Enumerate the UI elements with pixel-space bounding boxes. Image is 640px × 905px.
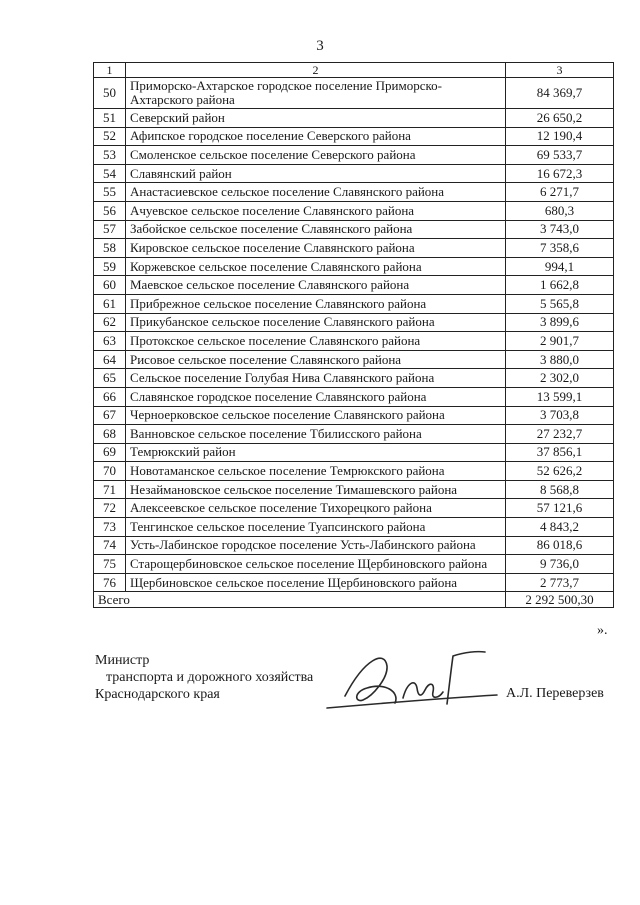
row-number: 61	[94, 294, 126, 313]
row-number: 51	[94, 109, 126, 128]
row-value: 52 626,2	[506, 462, 614, 481]
table-row	[94, 518, 614, 537]
row-number: 60	[94, 276, 126, 295]
table-row	[94, 109, 614, 128]
row-name: Щербиновское сельское поселение Щербиновского района	[126, 573, 506, 592]
row-name: Славянское городское поселение Славянского района	[126, 387, 506, 406]
total-value: 2 292 500,30	[506, 592, 614, 608]
row-value: 8 568,8	[506, 480, 614, 499]
row-number: 56	[94, 201, 126, 220]
table-row	[94, 183, 614, 202]
total-row	[94, 592, 614, 608]
signatory-title	[95, 652, 313, 703]
header-col-2: 2	[126, 63, 506, 78]
row-number: 67	[94, 406, 126, 425]
row-number: 71	[94, 480, 126, 499]
table-row	[94, 406, 614, 425]
row-value: 5 565,8	[506, 294, 614, 313]
row-name: Черноерковское сельское поселение Славянского района	[126, 406, 506, 425]
row-name: Приморско-Ахтарское городское поселение Приморско-Ахтарского района	[126, 78, 506, 109]
table-row	[94, 239, 614, 258]
page-number: 3	[316, 38, 324, 54]
row-value: 84 369,7	[506, 78, 614, 109]
row-number: 73	[94, 518, 126, 537]
row-number: 70	[94, 462, 126, 481]
row-number: 64	[94, 350, 126, 369]
row-number: 65	[94, 369, 126, 388]
table-row	[94, 276, 614, 295]
row-number: 75	[94, 555, 126, 574]
table-header-row	[94, 63, 614, 78]
row-value: 57 121,6	[506, 499, 614, 518]
row-name: Протокское сельское поселение Славянского района	[126, 332, 506, 351]
table-row	[94, 369, 614, 388]
row-name: Коржевское сельское поселение Славянского района	[126, 257, 506, 276]
row-name: Усть-Лабинское городское поселение Усть-Лабинского района	[126, 536, 506, 555]
row-value: 16 672,3	[506, 164, 614, 183]
row-value: 994,1	[506, 257, 614, 276]
table-row	[94, 201, 614, 220]
row-number: 52	[94, 127, 126, 146]
row-number: 68	[94, 425, 126, 444]
row-value: 9 736,0	[506, 555, 614, 574]
row-name: Старощербиновское сельское поселение Щербиновского района	[126, 555, 506, 574]
row-number: 59	[94, 257, 126, 276]
row-number: 66	[94, 387, 126, 406]
row-value: 3 743,0	[506, 220, 614, 239]
row-value: 6 271,7	[506, 183, 614, 202]
row-name: Анастасиевское сельское поселение Славянского района	[126, 183, 506, 202]
row-name: Незаймановское сельское поселение Тимашевского района	[126, 480, 506, 499]
table-row	[94, 350, 614, 369]
row-number: 62	[94, 313, 126, 332]
row-name: Забойское сельское поселение Славянского района	[126, 220, 506, 239]
table-row	[94, 257, 614, 276]
row-value: 3 703,8	[506, 406, 614, 425]
table-row	[94, 462, 614, 481]
row-number: 54	[94, 164, 126, 183]
table-row	[94, 443, 614, 462]
allocation-table	[93, 62, 614, 608]
table-row	[94, 480, 614, 499]
row-name: Тенгинское сельское поселение Туапсинского района	[126, 518, 506, 537]
row-number: 76	[94, 573, 126, 592]
row-value: 3 899,6	[506, 313, 614, 332]
row-value: 2 901,7	[506, 332, 614, 351]
row-number: 50	[94, 78, 126, 109]
header-col-1: 1	[94, 63, 126, 78]
signatory-name: А.Л. Переверзев	[506, 686, 604, 701]
row-value: 680,3	[506, 201, 614, 220]
table-row	[94, 164, 614, 183]
closing-quote: ».	[597, 623, 608, 638]
row-value: 7 358,6	[506, 239, 614, 258]
row-name: Ачуевское сельское поселение Славянского района	[126, 201, 506, 220]
row-name: Смоленское сельское поселение Северского района	[126, 146, 506, 165]
signatory-line-2: транспорта и дорожного хозяйства	[106, 670, 314, 685]
row-name: Темрюкский район	[126, 443, 506, 462]
row-name: Прикубанское сельское поселение Славянского района	[126, 313, 506, 332]
row-name: Северский район	[126, 109, 506, 128]
signatory-line-3: Краснодарского края	[95, 687, 220, 702]
row-name: Алексеевское сельское поселение Тихорецкого района	[126, 499, 506, 518]
table-row	[94, 573, 614, 592]
table-row	[94, 536, 614, 555]
row-value: 2 773,7	[506, 573, 614, 592]
row-name: Славянский район	[126, 164, 506, 183]
table-row	[94, 127, 614, 146]
handwritten-signature	[325, 648, 500, 718]
row-name: Ванновское сельское поселение Тбилисского района	[126, 425, 506, 444]
table-row	[94, 332, 614, 351]
row-number: 63	[94, 332, 126, 351]
row-number: 74	[94, 536, 126, 555]
row-value: 2 302,0	[506, 369, 614, 388]
row-number: 58	[94, 239, 126, 258]
row-name: Афипское городское поселение Северского района	[126, 127, 506, 146]
row-number: 55	[94, 183, 126, 202]
row-value: 37 856,1	[506, 443, 614, 462]
row-value: 86 018,6	[506, 536, 614, 555]
row-number: 57	[94, 220, 126, 239]
table-row	[94, 294, 614, 313]
row-name: Новотаманское сельское поселение Темрюкского района	[126, 462, 506, 481]
row-value: 3 880,0	[506, 350, 614, 369]
row-name: Маевское сельское поселение Славянского района	[126, 276, 506, 295]
row-name: Кировское сельское поселение Славянского района	[126, 239, 506, 258]
row-name: Прибрежное сельское поселение Славянского района	[126, 294, 506, 313]
table-row	[94, 387, 614, 406]
row-value: 13 599,1	[506, 387, 614, 406]
total-label: Всего	[94, 592, 506, 608]
row-number: 69	[94, 443, 126, 462]
table-row	[94, 555, 614, 574]
row-value: 69 533,7	[506, 146, 614, 165]
table-row	[94, 425, 614, 444]
table-row	[94, 146, 614, 165]
row-value: 26 650,2	[506, 109, 614, 128]
table-row	[94, 313, 614, 332]
row-number: 72	[94, 499, 126, 518]
row-name: Рисовое сельское поселение Славянского района	[126, 350, 506, 369]
signatory-line-1: Министр	[95, 653, 150, 668]
row-value: 4 843,2	[506, 518, 614, 537]
row-number: 53	[94, 146, 126, 165]
header-col-3: 3	[506, 63, 614, 78]
row-value: 12 190,4	[506, 127, 614, 146]
row-value: 1 662,8	[506, 276, 614, 295]
row-name: Сельское поселение Голубая Нива Славянского района	[126, 369, 506, 388]
table-row	[94, 220, 614, 239]
table-row	[94, 78, 614, 109]
row-value: 27 232,7	[506, 425, 614, 444]
table-row	[94, 499, 614, 518]
